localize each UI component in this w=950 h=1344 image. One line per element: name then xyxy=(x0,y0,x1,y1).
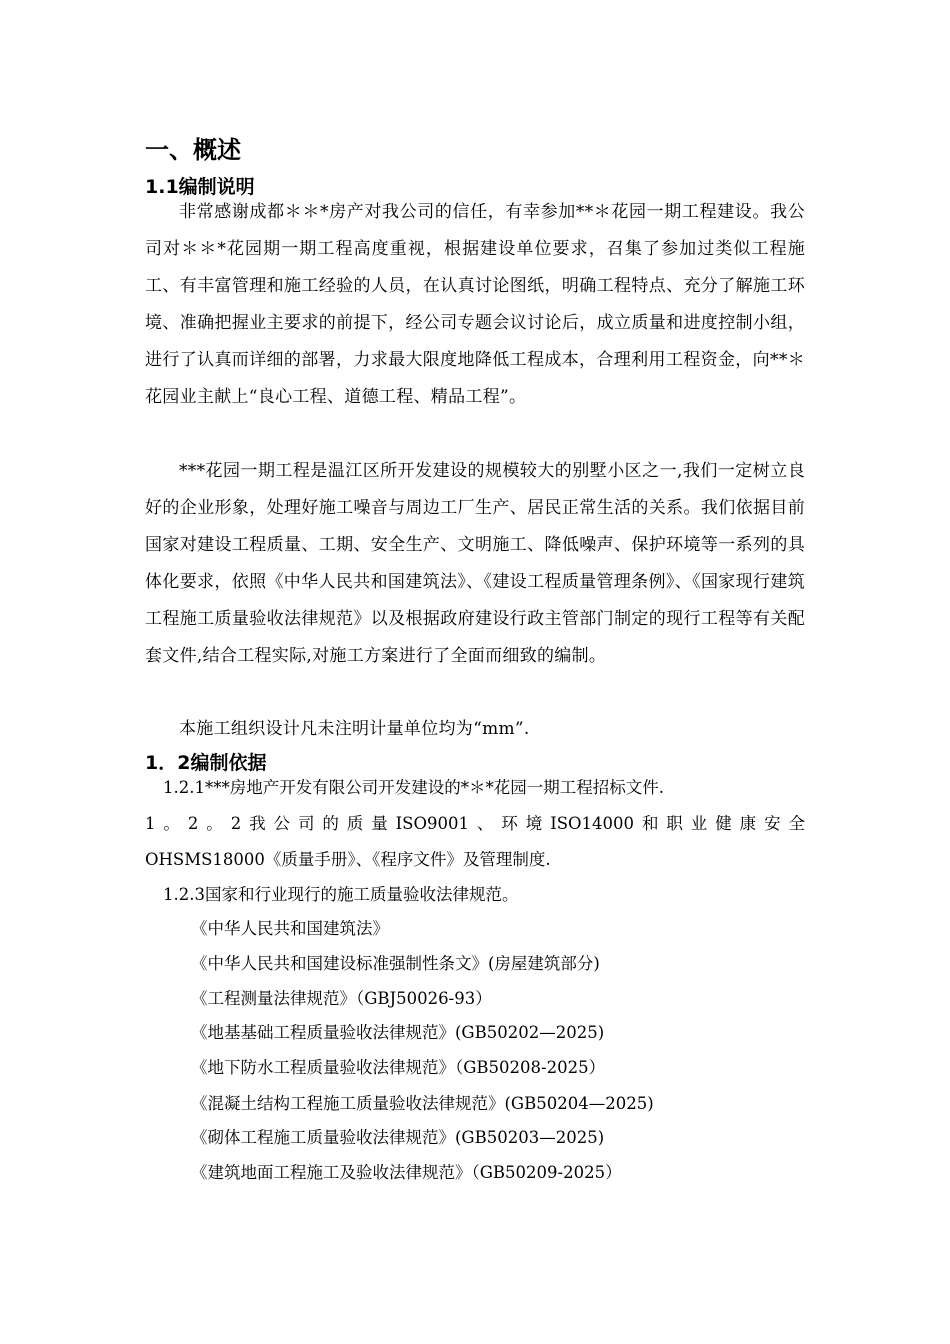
standard-list-item: 《砌体工程施工质量验收法律规范》(GB50203—2025) xyxy=(191,1128,605,1147)
paragraph-intro: 非常感谢成都＊＊*房产对我公司的信任，有幸参加**＊花园一期工程建设。我公司对＊＊*花园期一期工程高度重视，根据建设单位要求，召集了参加过类似工程施工、有丰富管理和施工经验的人员，在认真讨论图纸，明确工程特点、充分了解施工环境、准确把握业主要求的前提下，经公司专题会议讨论后，成立质量和进度控制小组，进行了认真而详细的部署，力求最大限度地降低工程成本，合理利用工程资金，向**＊花园业主献上“良心工程、道德工程、精品工程”。 xyxy=(145,202,805,407)
standard-list-item: 《地下防水工程质量验收法律规范》（GB50208-2025） xyxy=(191,1058,606,1077)
standard-list-item: 《混凝土结构工程施工质量验收法律规范》(GB50204—2025) xyxy=(191,1094,654,1113)
standard-list-item: 《地基基础工程质量验收法律规范》(GB50202—2025) xyxy=(191,1023,605,1042)
standard-list-item: 《中华人民共和国建设标准强制性条文》(房屋建筑部分) xyxy=(191,954,600,973)
basis-item-1-2-2-line2: OHSMS18000《质量手册》、《程序文件》及管理制度. xyxy=(145,850,551,869)
standard-list-item: 《工程测量法律规范》（GBJ50026-93） xyxy=(191,989,492,1008)
basis-item-1-2-2-line1: 1。2。2我公司的质量ISO9001、环境ISO14000和职业健康安全 xyxy=(145,814,805,833)
basis-item-1-2-1: 1.2.1***房地产开发有限公司开发建设的*＊*花园一期工程招标文件. xyxy=(163,778,664,797)
paragraph-project: ***花园一期工程是温江区所开发建设的规模较大的别墅小区之一,我们一定树立良好的企业形象，处理好施工噪音与周边工厂生产、居民正常生活的关系。我们依据目前国家对建设工程质量、工期、安全生产、文明施工、降低噪声、保护环境等一系列的具体化要求，依照《中华人民共和国建筑法》、《建设工程质量管理条例》、《国家现行建筑工程施工质量验收法律规范》以及根据政府建设行政主管部门制定的现行工程等有关配套文件,结合工程实际,对施工方案进行了全面而细致的编制。 xyxy=(145,461,805,666)
subsection-heading-1-2: 1．2编制依据 xyxy=(145,752,267,774)
standard-list-item: 《建筑地面工程施工及验收法律规范》（GB50209-2025） xyxy=(191,1163,622,1182)
subsection-heading-1-1: 1.1编制说明 xyxy=(145,176,255,198)
paragraph-units: 本施工组织设计凡未注明计量单位均为“mm”. xyxy=(179,719,530,739)
standard-list-item: 《中华人民共和国建筑法》 xyxy=(191,919,389,938)
section-heading: 一、概述 xyxy=(145,136,241,164)
basis-item-1-2-3: 1.2.3国家和行业现行的施工质量验收法律规范。 xyxy=(163,885,519,904)
